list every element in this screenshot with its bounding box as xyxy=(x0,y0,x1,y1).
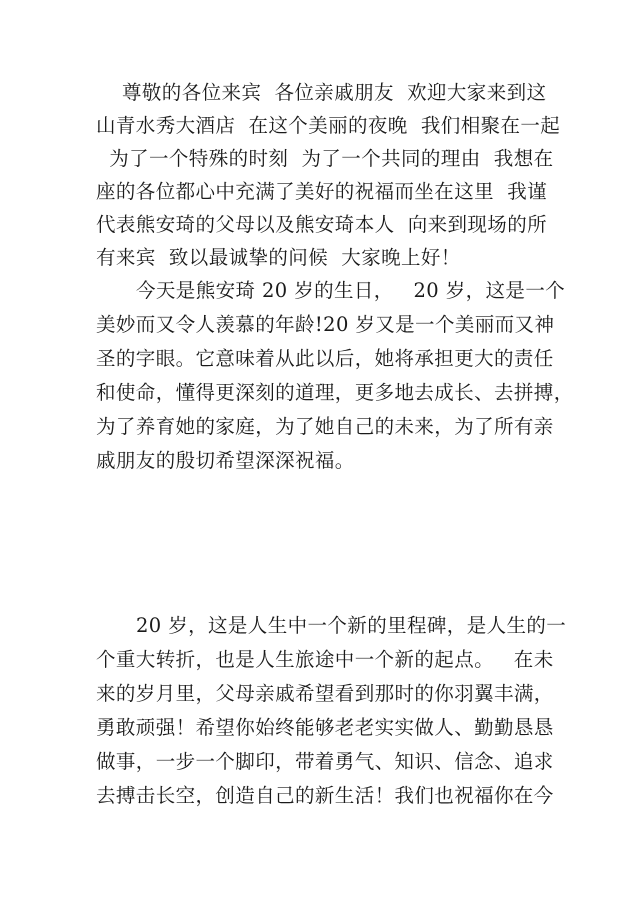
text-line: 为了养育她的家庭，为了她自己的未来，为了所有亲 xyxy=(96,415,554,438)
text-line: 做事，一步一个脚印，带着勇气、知识、信念、追求 xyxy=(96,750,554,773)
text-line: 20 岁，这是人生中一个新的里程碑，是人生的一 xyxy=(136,614,567,637)
text-line: 和使命，懂得更深刻的道理，更多地去成长、去拼搏， xyxy=(96,381,574,404)
text-line: 个重大转折，也是人生旅途中一个新的起点。 在未 xyxy=(96,648,554,671)
text-line: 美妙而又令人羡慕的年龄!20 岁又是一个美丽而又神 xyxy=(96,313,555,336)
text-line: 今天是熊安琦 20 岁的生日， 20 岁，这是一个 xyxy=(136,279,566,302)
text-line: 为了一个特殊的时刻 为了一个共同的理由 我想在 xyxy=(96,147,554,170)
text-line: 尊敬的各位来宾 各位亲戚朋友 欢迎大家来到这 xyxy=(122,81,547,104)
text-line: 去搏击长空，创造自己的新生活！我们也祝福你在今 xyxy=(96,784,554,807)
text-line: 勇敢顽强！希望你始终能够老老实实做人、勤勤恳恳 xyxy=(96,716,554,739)
text-line: 山青水秀大酒店 在这个美丽的夜晚 我们相聚在一起 xyxy=(96,114,561,137)
text-line: 来的岁月里，父母亲戚希望看到那时的你羽翼丰满， xyxy=(96,682,554,705)
text-line: 有来宾 致以最诚挚的问候 大家晚上好！ xyxy=(96,246,461,269)
text-line: 代表熊安琦的父母以及熊安琦本人 向来到现场的所 xyxy=(96,213,547,236)
text-line: 座的各位都心中充满了美好的祝福而坐在这里 我谨 xyxy=(96,180,547,203)
text-line: 圣的字眼。它意味着从此以后，她将承担更大的责任 xyxy=(96,347,554,370)
text-line: 戚朋友的殷切希望深深祝福。 xyxy=(96,449,355,472)
